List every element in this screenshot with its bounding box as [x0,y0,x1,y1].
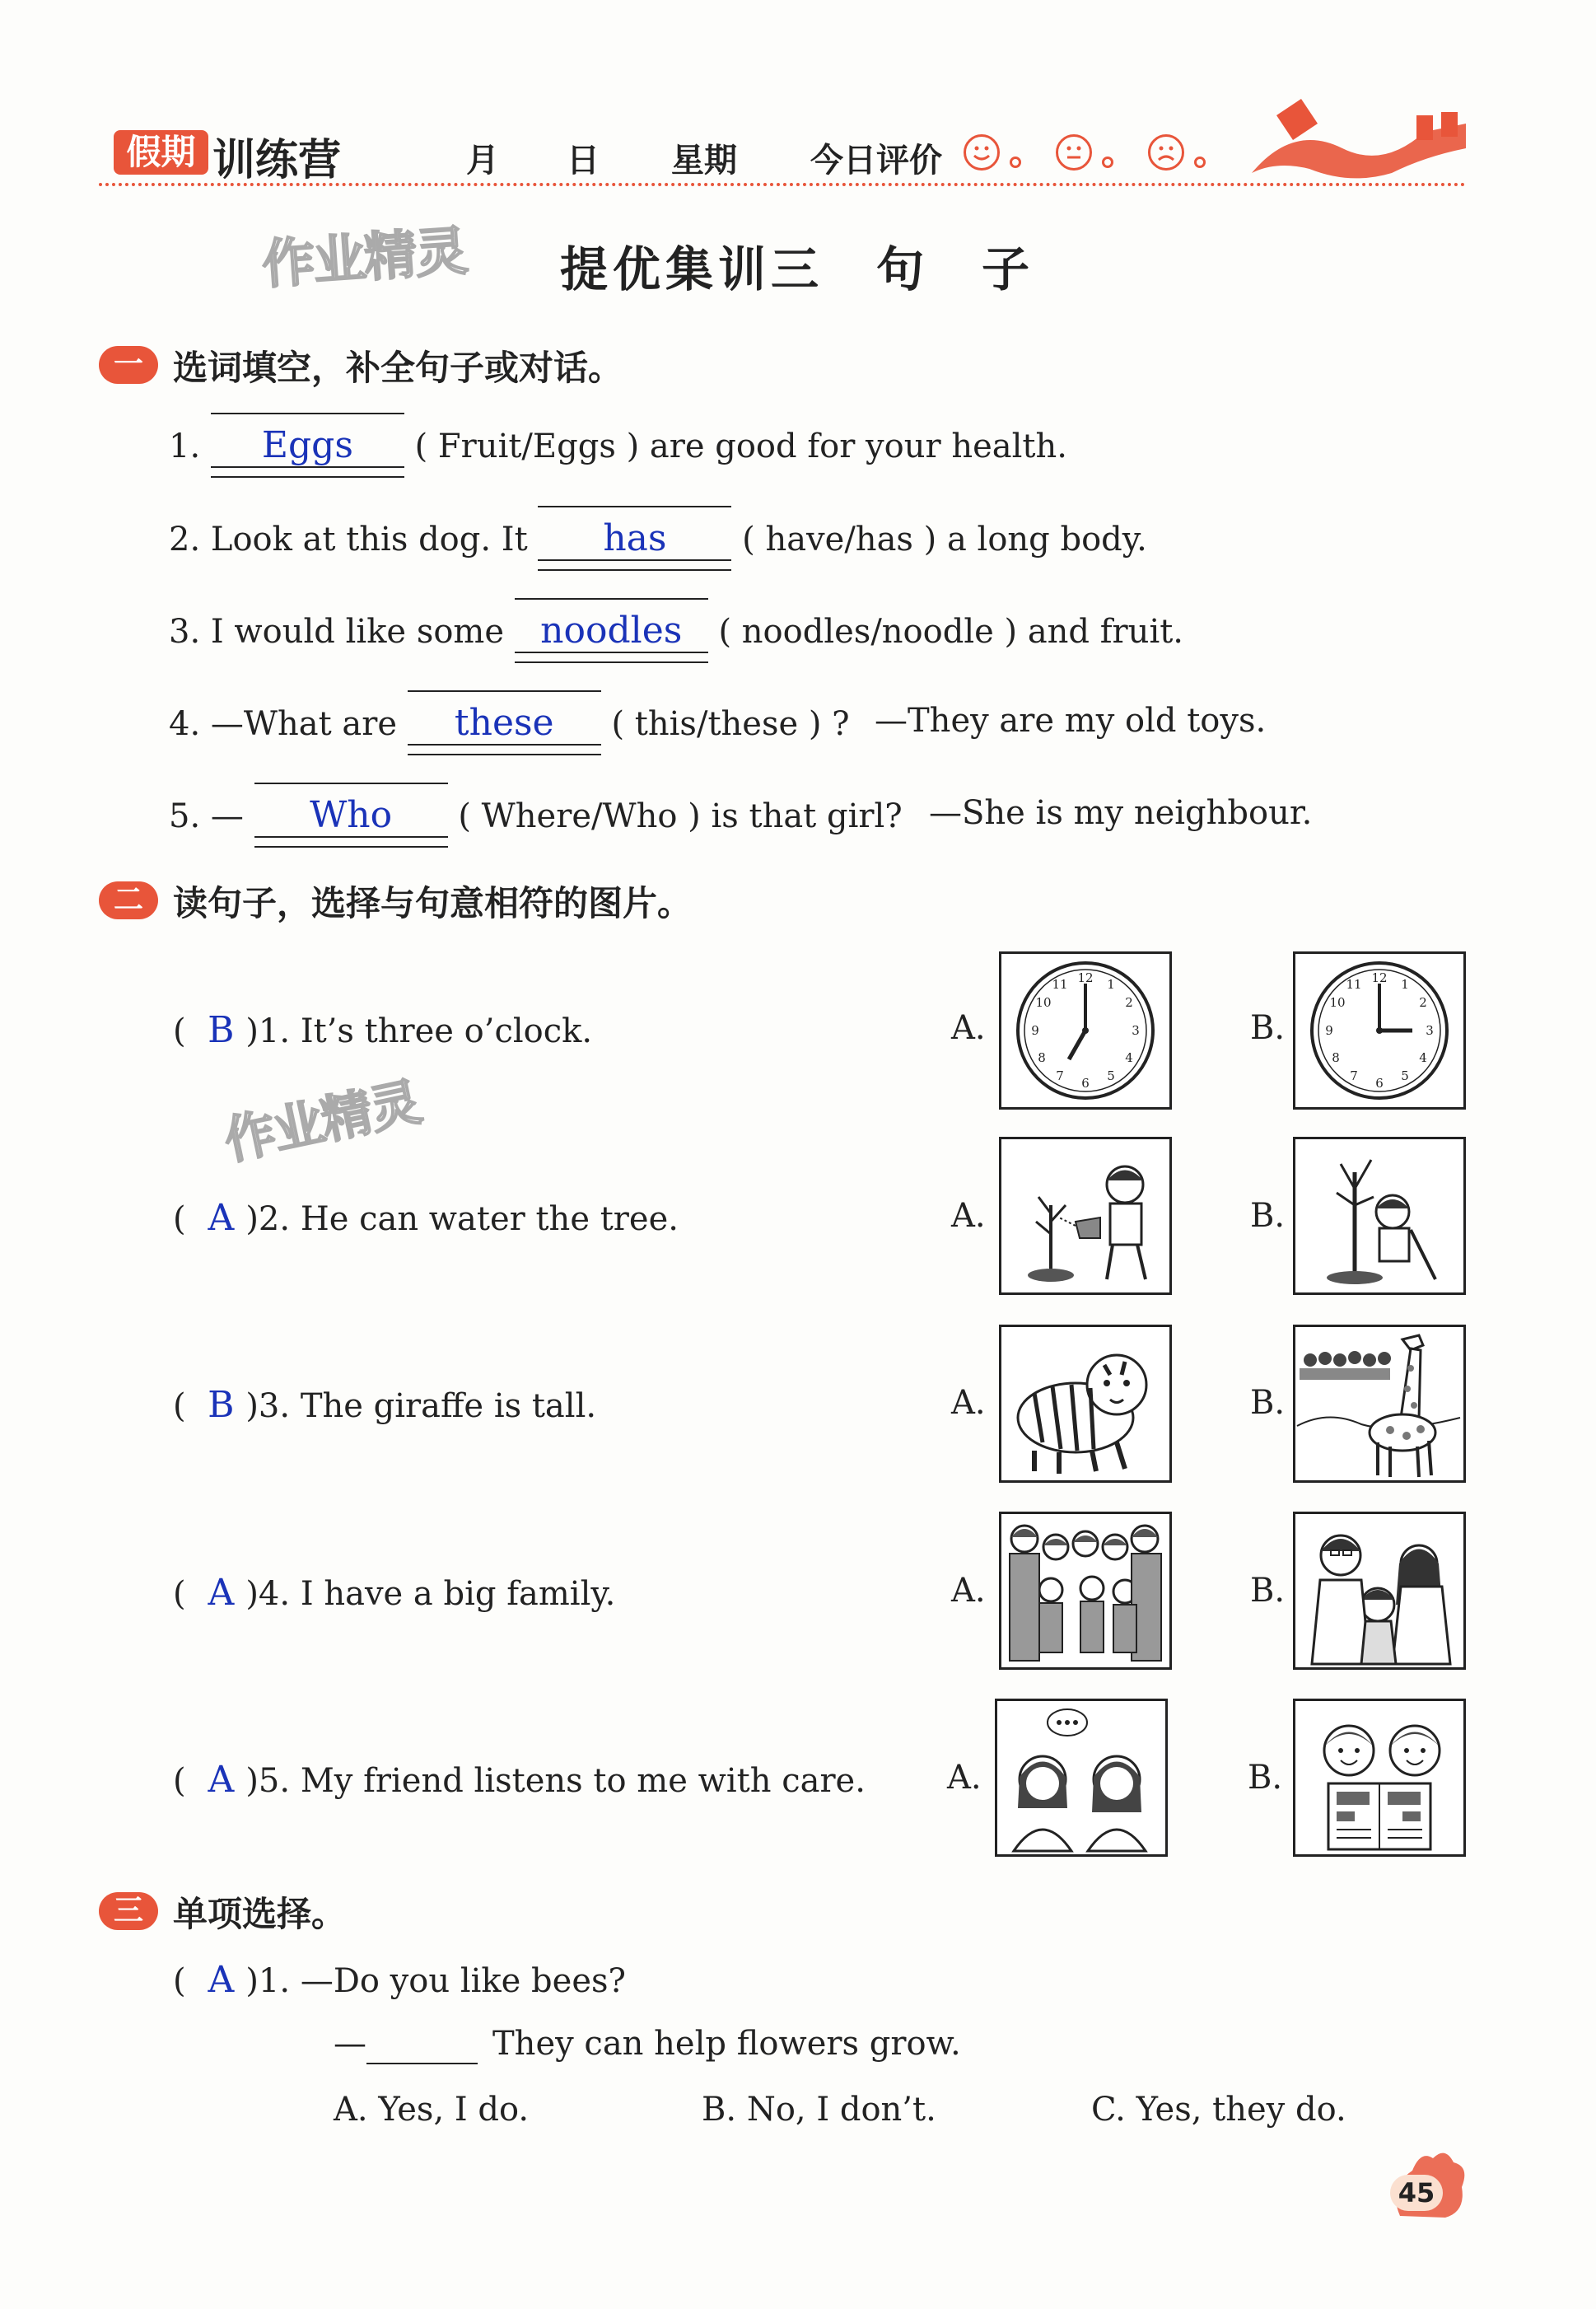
svg-text:10: 10 [1035,995,1052,1010]
clock-three-picture[interactable] [1293,951,1466,1110]
s1-answer-4[interactable]: these [408,702,601,746]
s2-2-b-label: B. [1250,1197,1286,1235]
watermark: 作业精灵 [260,221,469,297]
sad-face-icon [1148,134,1184,171]
svg-text:7: 7 [1056,1068,1064,1083]
clock-seven-picture[interactable] [999,951,1172,1110]
boy-planting-tree-picture[interactable] [1293,1137,1466,1295]
svg-text:6: 6 [1375,1076,1384,1091]
s1-answer-5[interactable]: Who [254,794,448,838]
happy-face-icon [964,134,1000,171]
s2-5-a-label: A. [947,1759,982,1797]
header-rating: 今日评价 [810,142,942,180]
boy-watering-tree-picture[interactable] [999,1137,1172,1295]
section1-title: 选词填空，补全句子或对话。 [173,348,623,388]
svg-text:5: 5 [1401,1068,1409,1083]
header-badge: 假期 [114,130,208,175]
s2-4-a-label: A. [951,1572,986,1610]
s3-item-1: ( A )1. —Do you like bees? [173,1959,626,2001]
svg-text:11: 11 [1052,977,1068,992]
s2-answer-1[interactable]: B [208,1009,235,1051]
header-month: 月 [466,142,499,180]
s2-4-b-label: B. [1250,1572,1286,1610]
neutral-face-icon [1056,134,1092,171]
clock-icon [1295,954,1463,1107]
svg-text:3: 3 [1426,1023,1434,1038]
giraffe-picture[interactable] [1293,1325,1466,1483]
reading-newspaper-picture[interactable] [1293,1699,1466,1857]
s3-item-1-line2: — They can help flowers grow. [334,2025,961,2063]
s1-item-5: 5. — Who ( Where/Who ) is that girl? [169,794,903,836]
s2-2-a-label: A. [951,1197,986,1235]
s3-blank-1[interactable] [366,2025,478,2064]
s1-item-2: 2. Look at this dog. It has ( have/has ) a long body. [169,517,1147,559]
great-wall-decoration-icon [1244,91,1474,185]
s2-item-4: ( A )4. I have a big family. [173,1572,616,1614]
s2-item-3: ( B )3. The giraffe is tall. [173,1384,597,1426]
svg-text:9: 9 [1031,1023,1039,1038]
s2-answer-2[interactable]: A [208,1197,235,1239]
svg-text:2: 2 [1419,995,1427,1010]
svg-text:10: 10 [1329,995,1346,1010]
small-family-picture[interactable] [1293,1512,1466,1670]
s2-3-a-label: A. [951,1384,986,1422]
page-title: 提优集训三 句 子 [560,241,1035,297]
section2-badge: 二 [99,881,158,919]
s1-answer-3[interactable]: noodles [515,610,708,653]
svg-text:12: 12 [1371,970,1388,985]
s3-option-c[interactable]: C. Yes, they do. [1091,2091,1346,2129]
s3-answer-1[interactable]: A [208,1959,235,2001]
s2-item-2: ( A )2. He can water the tree. [173,1197,679,1239]
svg-text:1: 1 [1107,977,1115,992]
s2-1-b-label: B. [1250,1009,1286,1047]
page-number: 45 [1390,2175,1443,2211]
tiger-icon [1001,1327,1169,1480]
newspaper-icon [1295,1701,1463,1854]
svg-text:1: 1 [1401,977,1409,992]
s2-answer-4[interactable]: A [208,1572,235,1614]
s1-answer-1[interactable]: Eggs [211,424,404,468]
watermark-2: 作业精灵 [219,1071,426,1172]
s2-5-b-label: B. [1248,1759,1283,1797]
section3-title: 单项选择。 [173,1894,347,1934]
header-divider [99,183,1466,186]
big-family-picture[interactable] [999,1512,1172,1670]
svg-text:6: 6 [1081,1076,1090,1091]
big-family-icon [1001,1514,1169,1667]
small-family-icon [1295,1514,1463,1667]
s1-answer-2[interactable]: has [538,517,731,561]
watering-icon [1001,1139,1169,1292]
svg-text:4: 4 [1125,1050,1133,1065]
header-day: 日 [567,142,600,180]
s3-option-a[interactable]: A. Yes, I do. [334,2091,530,2129]
listening-icon [997,1701,1165,1854]
clock-icon [1001,954,1169,1107]
svg-text:8: 8 [1332,1050,1340,1065]
svg-text:7: 7 [1350,1068,1358,1083]
svg-text:2: 2 [1125,995,1133,1010]
tiger-picture[interactable] [999,1325,1172,1483]
svg-text:11: 11 [1346,977,1362,992]
svg-text:12: 12 [1077,970,1094,985]
svg-text:4: 4 [1419,1050,1427,1065]
header-brand: 训练营 [212,136,342,185]
s1-item-3: 3. I would like some noodles ( noodles/noodle ) and fruit. [169,610,1184,652]
s2-item-5: ( A )5. My friend listens to me with care. [173,1759,866,1801]
s2-item-1: ( B )1. It’s three o’clock. [173,1009,593,1051]
planting-icon [1295,1139,1463,1292]
section2-title: 读句子，选择与句意相符的图片。 [173,883,693,923]
s1-item-4: 4. —What are these ( this/these ) ? [169,702,850,744]
s2-1-a-label: A. [951,1009,986,1047]
giraffe-icon [1295,1327,1463,1480]
s2-3-b-label: B. [1250,1384,1286,1422]
s3-option-b[interactable]: B. No, I don’t. [702,2091,936,2129]
svg-text:9: 9 [1325,1023,1333,1038]
svg-text:8: 8 [1038,1050,1046,1065]
s1-reply-4: —They are my old toys. [875,702,1267,740]
section1-badge: 一 [99,346,158,384]
section3-badge: 三 [99,1892,158,1930]
s1-item-1: 1. Eggs ( Fruit/Eggs ) are good for your health. [169,424,1067,466]
svg-text:5: 5 [1107,1068,1115,1083]
s1-reply-5: —She is my neighbour. [929,794,1313,832]
svg-text:3: 3 [1132,1023,1140,1038]
s2-answer-3[interactable]: B [208,1384,235,1426]
listening-friends-picture[interactable] [995,1699,1168,1857]
header-weekday: 星期 [671,142,737,180]
s2-answer-5[interactable]: A [208,1759,235,1801]
